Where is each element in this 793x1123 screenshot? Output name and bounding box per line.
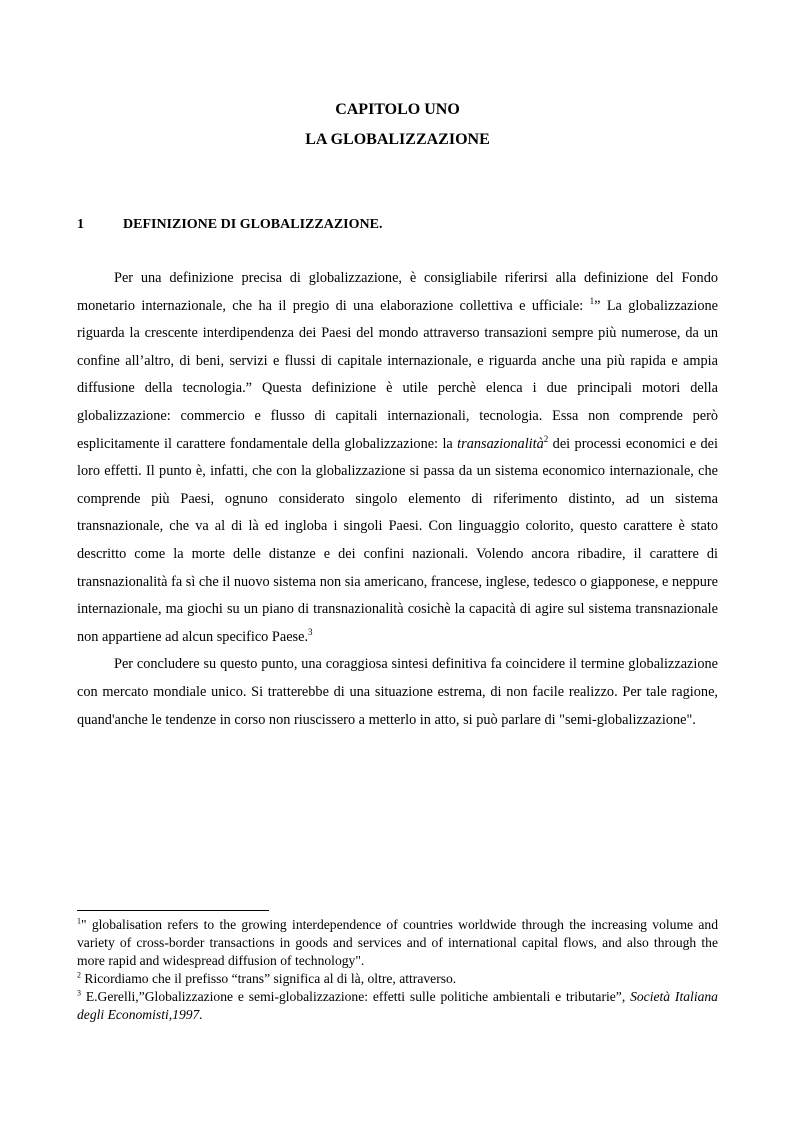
- footnote-mark: 1: [77, 916, 81, 926]
- footnote-ref[interactable]: 2: [543, 433, 549, 444]
- footnote-ref[interactable]: 1: [589, 295, 595, 306]
- paragraph: Per concludere su questo punto, una coraggiosa sintesi definitiva fa coincidere il termine globalizzazione con mercato mondiale unico. Si tratterebbe di una situazione estrema, di non facile realizzo. Per tale ragione, quand'anche le tendenze in corso non riuscissero a metterlo in atto, si può parlare di "semi-globalizzazione".: [77, 656, 718, 728]
- footnote-separator: [77, 910, 269, 911]
- paragraph: Per una definizione precisa di globalizzazione, è consigliabile riferirsi alla definizione del Fondo monetario internazionale, che ha il pregio di una elaborazione collettiva e ufficiale: $^1$” La globalizzazione riguarda la crescente interdipendenza dei Paesi del mondo attraverso transazioni sempre più numerose, da un confine all’altro, di beni, servizi e flussi di capitale internazionale, e riguarda anche una più rapida e ampia diffusione della tecnologia.” Questa definizione è utile perchè elenca i due principali motori della globalizzazione: commercio e flusso di capitali internazionali, tecnologia. Essa non comprende però esplicitamente il carattere fondamentale della globalizzazione: la transazionalità$^2$ dei processi economici e dei loro effetti. Il punto è, infatti, che con la globalizzazione si passa da un sistema economico internazionale, che comprende più Paesi, ognuno considerato singolo elemento di riferimento distinto, ad un sistema transnazionale, che va al di là ed ingloba i singoli Paesi. Con linguaggio colorito, questo carattere è stato descritto come la morte delle distanze e dei confini nazionali. Volendo ancora ribadire, il carattere di transnazionalità fa sì che il nuovo sistema non sia americano, francese, inglese, tedesco o giapponese, e neppure internazionale, ma giochi su un piano di transnazionalità cosichè la capacità di agire sul sistema transnazionale non appartiene ad alcun specifico Paese.$^3$: [77, 270, 718, 645]
- footnote-mark: 3: [77, 988, 81, 998]
- footnote-ref[interactable]: 3: [308, 626, 313, 637]
- body-text: [77, 265, 718, 734]
- footnotes: [77, 916, 718, 1024]
- footnote-mark: 2: [77, 970, 81, 980]
- footnote: $^3$ E.Gerelli,”Globalizzazione e semi-globalizzazione: effetti sulle politiche ambientali e tributarie”, Società Italiana degli Economisti,1997.: [77, 988, 718, 1022]
- chapter-number: CAPITOLO UNO: [335, 101, 460, 118]
- section-number: 1: [77, 217, 84, 232]
- chapter-title: [77, 95, 718, 155]
- footnote: $^1$" globalisation refers to the growing interdependence of countries worldwide through the increasing volume and variety of cross-border transactions in goods and services and of international capital flows, and also through the more rapid and widespread diffusion of technology".: [77, 916, 718, 968]
- section-title: DEFINIZIONE DI GLOBALIZZAZIONE.: [123, 217, 383, 232]
- chapter-name: LA GLOBALIZZAZIONE: [305, 131, 490, 148]
- section-heading: [77, 216, 718, 234]
- footnote: $^2$ Ricordiamo che il prefisso “trans” significa al di là, oltre, attraverso.: [77, 970, 457, 986]
- citation-italic: Società Italiana degli Economisti,1997.: [77, 989, 718, 1022]
- italic-term: transazionalità: [457, 435, 544, 452]
